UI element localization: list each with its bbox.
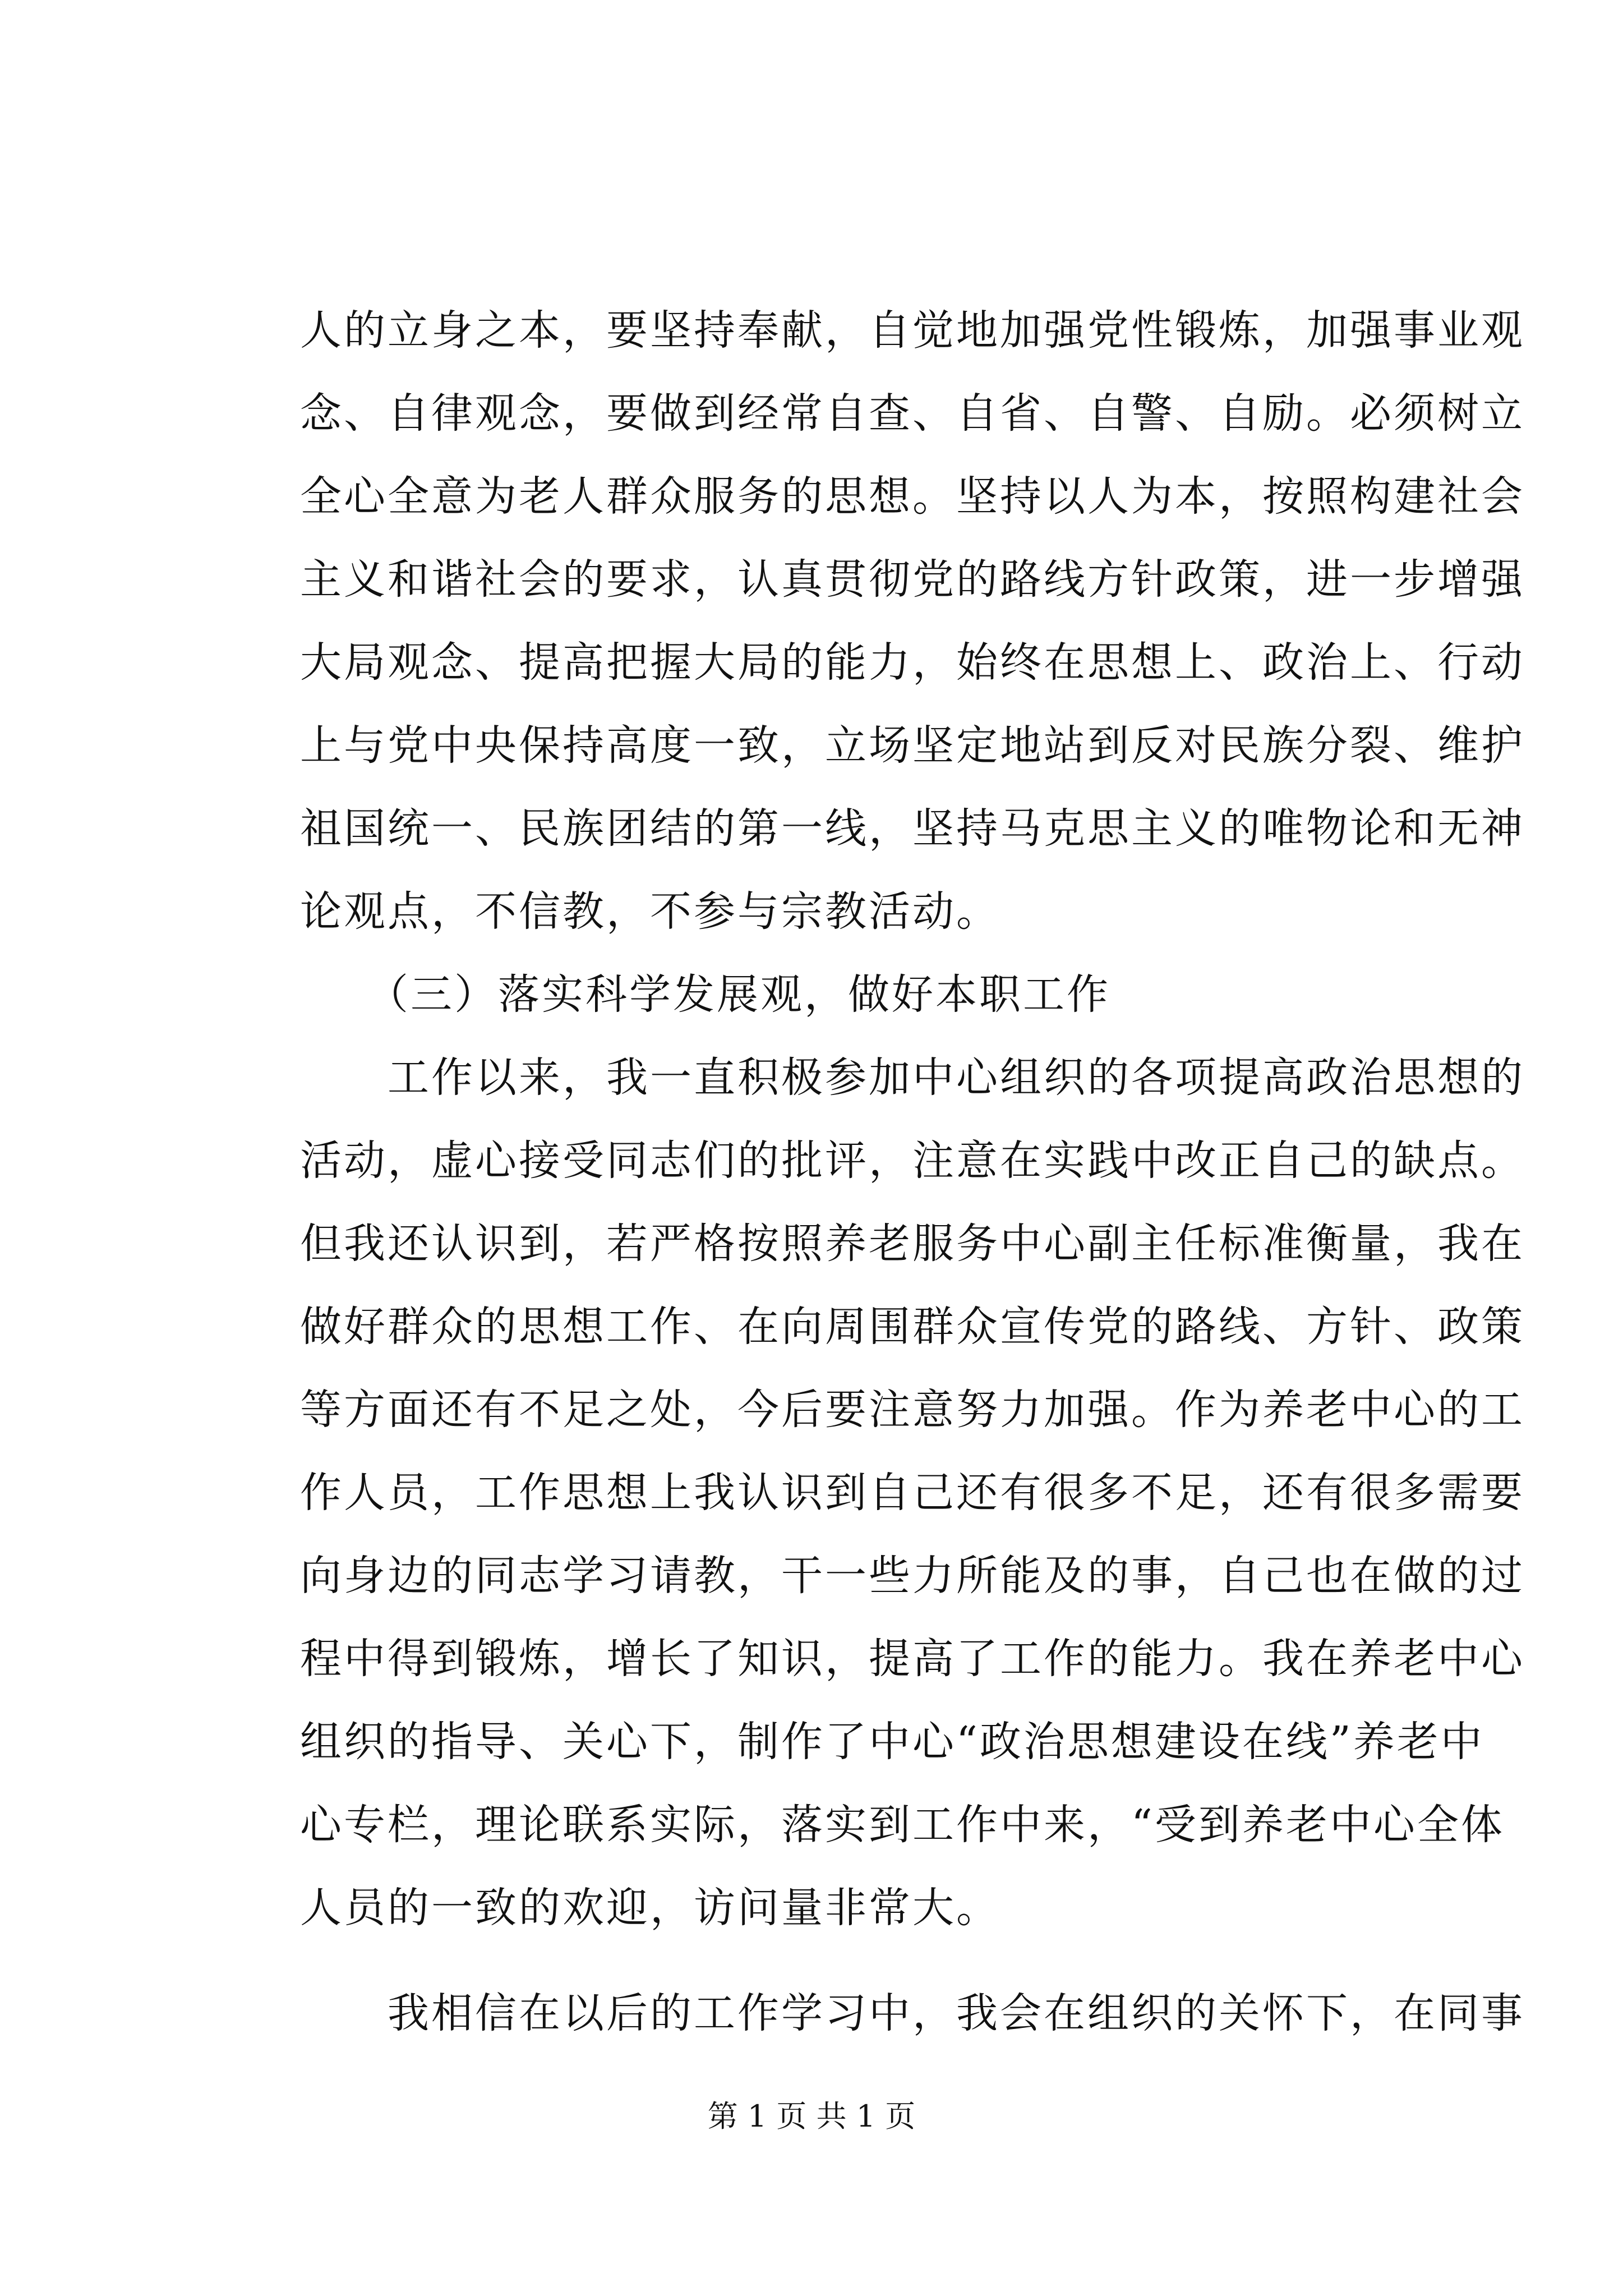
text-line: 作人员，工作思想上我认识到自己还有很多不足，还有很多需要: [300, 1469, 1525, 1517]
text-line: 论观点，不信教，不参与宗教活动。: [300, 887, 1000, 936]
text-line: 程中得到锻炼，增长了知识，提高了工作的能力。我在养老中心: [300, 1635, 1525, 1683]
text-line: 人的立身之本，要坚持奉献，自觉地加强党性锻炼，加强事业观: [300, 306, 1525, 355]
text-line: 心专栏，理论联系实际，落实到工作中来，“受到养老中心全体: [300, 1801, 1505, 1849]
text-line: 但我还认识到，若严格按照养老服务中心副主任标准衡量，我在: [300, 1220, 1525, 1268]
text-line: 念、自律观念，要做到经常自查、自省、自警、自励。必须树立: [300, 389, 1525, 438]
section-heading: （三）落实科学发展观，做好本职工作: [300, 970, 1110, 1019]
text-line: 做好群众的思想工作、在向周围群众宣传党的路线、方针、政策: [300, 1303, 1525, 1351]
paragraph-gap: [300, 1949, 1416, 1972]
text-line: 全心全意为老人群众服务的思想。坚持以人为本，按照构建社会: [300, 472, 1525, 521]
text-line: 大局观念、提高把握大局的能力，始终在思想上、政治上、行动: [300, 638, 1525, 687]
text-line: 活动，虚心接受同志们的批评，注意在实践中改正自己的缺点。: [300, 1137, 1525, 1185]
text-line: 等方面还有不足之处，今后要注意努力加强。作为养老中心的工: [300, 1386, 1525, 1434]
text-line: 向身边的同志学习请教，干一些力所能及的事，自己也在做的过: [300, 1552, 1525, 1600]
text-line: 工作以来，我一直积极参加中心组织的各项提高政治思想的: [300, 1053, 1525, 1102]
text-line: 组织的指导、关心下，制作了中心“政治思想建设在线”养老中: [300, 1718, 1484, 1766]
text-line: 上与党中央保持高度一致，立场坚定地站到反对民族分裂、维护: [300, 721, 1525, 770]
text-line: 我相信在以后的工作学习中，我会在组织的关怀下，在同事: [300, 1989, 1525, 2037]
text-line: 祖国统一、民族团结的第一线，坚持马克思主义的唯物论和无神: [300, 804, 1525, 853]
text-line: 主义和谐社会的要求，认真贯彻党的路线方针政策，进一步增强: [300, 555, 1525, 604]
document-body: [300, 289, 1525, 2055]
text-line: 人员的一致的欢迎，访问量非常大。: [300, 1884, 1000, 1932]
page-footer: 第 1 页 共 1 页: [707, 2099, 916, 2134]
